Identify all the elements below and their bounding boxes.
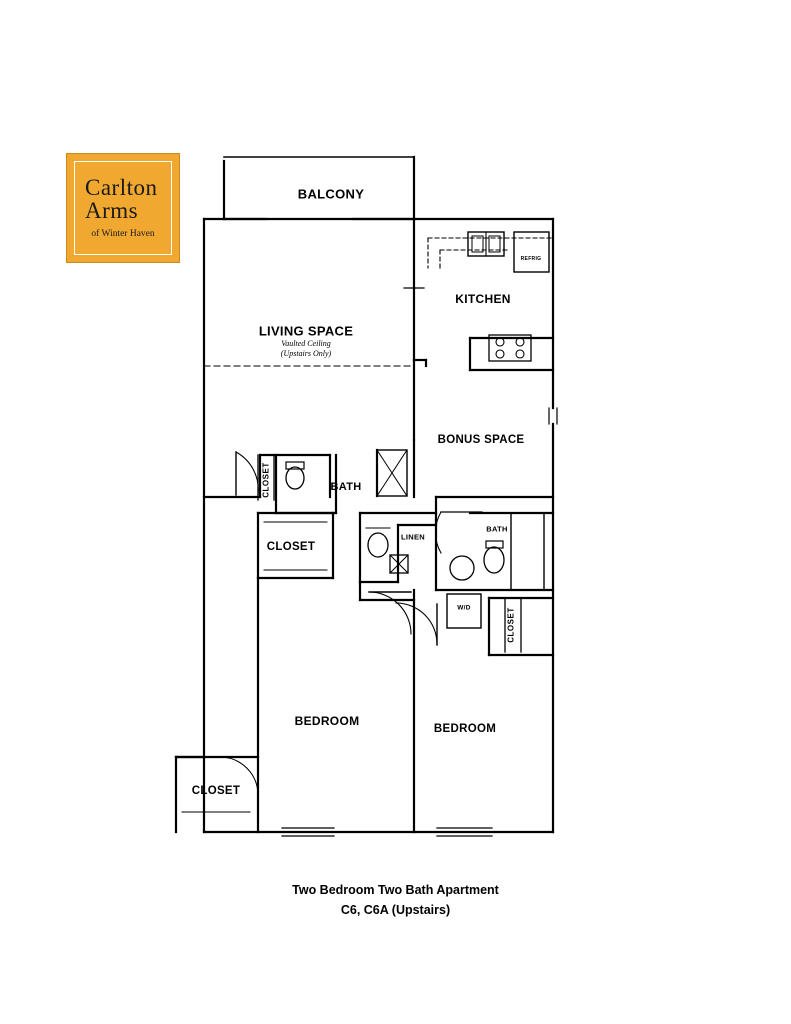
room-label-bath-main: BATH [330,481,362,493]
vaulted-ceiling-line2: (Upstairs Only) [280,348,332,358]
room-label-living-space: LIVING SPACE [258,323,354,339]
room-label-washer-dryer: W/D [457,604,471,612]
room-label-bonus-space: BONUS SPACE [437,434,525,446]
plan-caption-units: C6, C6A (Upstairs) [340,903,451,917]
room-label-linen: LINEN [401,532,425,542]
room-label-closet-living: CLOSET [261,462,271,498]
room-label-refrigerator: REFRIG [520,256,542,262]
room-label-closet-hall: CLOSET [266,541,316,553]
logo-inner-frame [74,161,172,255]
plan-caption-title: Two Bedroom Two Bath Apartment [292,883,499,897]
vaulted-ceiling-note [281,339,331,358]
room-label-bath-second: BATH [486,524,508,534]
logo-subtitle: of Winter Haven [91,229,155,239]
room-label-closet-bedroom-left: CLOSET [191,785,241,797]
logo-text-carlton: Carlton [85,175,158,200]
room-label-balcony: BALCONY [297,186,365,202]
vaulted-ceiling-line1: Vaulted Ceiling [281,339,331,348]
room-label-bedroom-right: BEDROOM [433,723,497,735]
room-label-closet-bedroom-right: CLOSET [506,607,516,643]
carlton-arms-logo [66,153,180,263]
logo-text-arms: Arms [85,198,139,223]
room-label-bedroom-left: BEDROOM [294,714,360,728]
room-label-kitchen: KITCHEN [455,292,511,306]
